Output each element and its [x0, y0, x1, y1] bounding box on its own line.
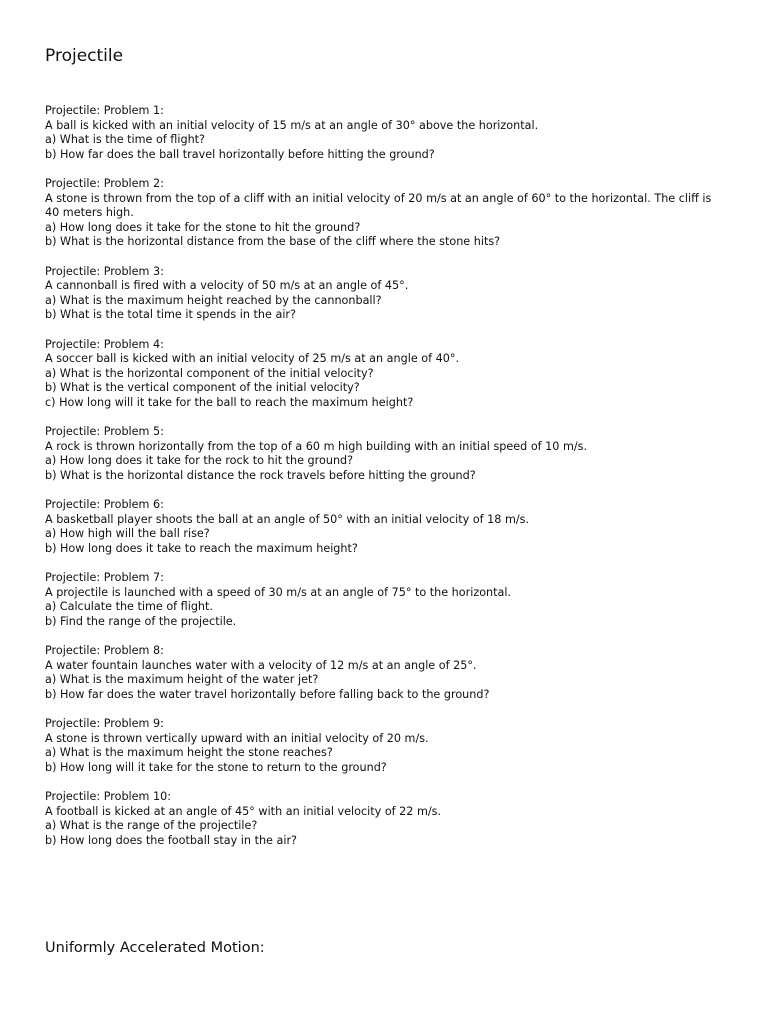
problem-statement: A ball is kicked with an initial velocity of 15 m/s at an angle of 30° above the horizontal. [45, 118, 539, 132]
problem-statement: A projectile is launched with a speed of 30 m/s at an angle of 75° to the horizontal. [45, 585, 512, 599]
problem-question: a) What is the time of flight? [45, 133, 205, 147]
problem-heading: Projectile: Problem 10: [45, 789, 172, 803]
problem-heading: Projectile: Problem 8: [45, 643, 164, 657]
problem-block [45, 104, 725, 162]
problem-heading: Projectile: Problem 9: [45, 716, 164, 730]
problem-question: a) What is the maximum height reached by the cannonball? [45, 293, 382, 307]
problem-heading: Projectile: Problem 6: [45, 498, 164, 512]
problem-question: a) How long does it take for the rock to hit the ground? [45, 454, 354, 468]
problem-question: b) What is the horizontal distance the rock travels before hitting the ground? [45, 468, 476, 482]
problem-question: b) How long does the football stay in the air? [45, 833, 297, 847]
problem-question: a) How high will the ball rise? [45, 527, 210, 541]
problem-question: b) How long will it take for the stone to return to the ground? [45, 760, 387, 774]
problem-question: a) What is the range of the projectile? [45, 819, 258, 833]
problem-question: b) How far does the ball travel horizontally before hitting the ground? [45, 147, 435, 161]
problem-statement: A stone is thrown vertically upward with an initial velocity of 20 m/s. [45, 731, 429, 745]
section-heading: Uniformly Accelerated Motion: [45, 940, 265, 956]
problem-block [45, 717, 725, 775]
problem-block [45, 571, 725, 629]
problem-heading: Projectile: Problem 3: [45, 264, 164, 278]
problem-statement: A stone is thrown from the top of a cliff with an initial velocity of 20 m/s at an angle of 60° to the horizontal. The cliff is 40 meters high. [45, 191, 712, 220]
problem-statement: A football is kicked at an angle of 45° with an initial velocity of 22 m/s. [45, 804, 442, 818]
problem-question: a) What is the horizontal component of the initial velocity? [45, 366, 374, 380]
problem-statement: A cannonball is fired with a velocity of 50 m/s at an angle of 45°. [45, 279, 409, 293]
problem-block [45, 790, 725, 848]
problem-question: b) Find the range of the projectile. [45, 614, 237, 628]
problem-statement: A water fountain launches water with a velocity of 12 m/s at an angle of 25°. [45, 658, 477, 672]
page-title: Projectile [45, 46, 124, 66]
problem-heading: Projectile: Problem 2: [45, 176, 164, 190]
problem-statement: A basketball player shoots the ball at an angle of 50° with an initial velocity of 18 m/s. [45, 512, 530, 526]
problem-question: b) How far does the water travel horizontally before falling back to the ground? [45, 687, 490, 701]
problem-question: b) What is the total time it spends in the air? [45, 308, 296, 322]
problem-question: b) What is the horizontal distance from the base of the cliff where the stone hits? [45, 235, 501, 249]
problem-heading: Projectile: Problem 4: [45, 337, 164, 351]
problem-block [45, 338, 725, 411]
problem-heading: Projectile: Problem 7: [45, 571, 164, 584]
problem-block [45, 498, 725, 556]
problem-statement: A soccer ball is kicked with an initial velocity of 25 m/s at an angle of 40°. [45, 352, 460, 366]
problem-question: a) What is the maximum height the stone reaches? [45, 746, 333, 760]
problem-block [45, 265, 725, 323]
problem-question: b) How long does it take to reach the maximum height? [45, 541, 358, 555]
problem-question: c) How long will it take for the ball to reach the maximum height? [45, 395, 414, 409]
problem-heading: Projectile: Problem 1: [45, 104, 164, 117]
problem-block [45, 425, 725, 483]
problem-question: b) What is the vertical component of the initial velocity? [45, 381, 360, 395]
problem-list [45, 104, 725, 863]
problem-question: a) Calculate the time of flight. [45, 600, 213, 614]
problem-block [45, 177, 725, 250]
problem-statement: A rock is thrown horizontally from the top of a 60 m high building with an initial speed of 10 m/s. [45, 439, 588, 453]
problem-question: a) What is the maximum height of the water jet? [45, 673, 319, 687]
problem-heading: Projectile: Problem 5: [45, 425, 164, 439]
problem-block [45, 644, 725, 702]
problem-question: a) How long does it take for the stone to hit the ground? [45, 220, 361, 234]
